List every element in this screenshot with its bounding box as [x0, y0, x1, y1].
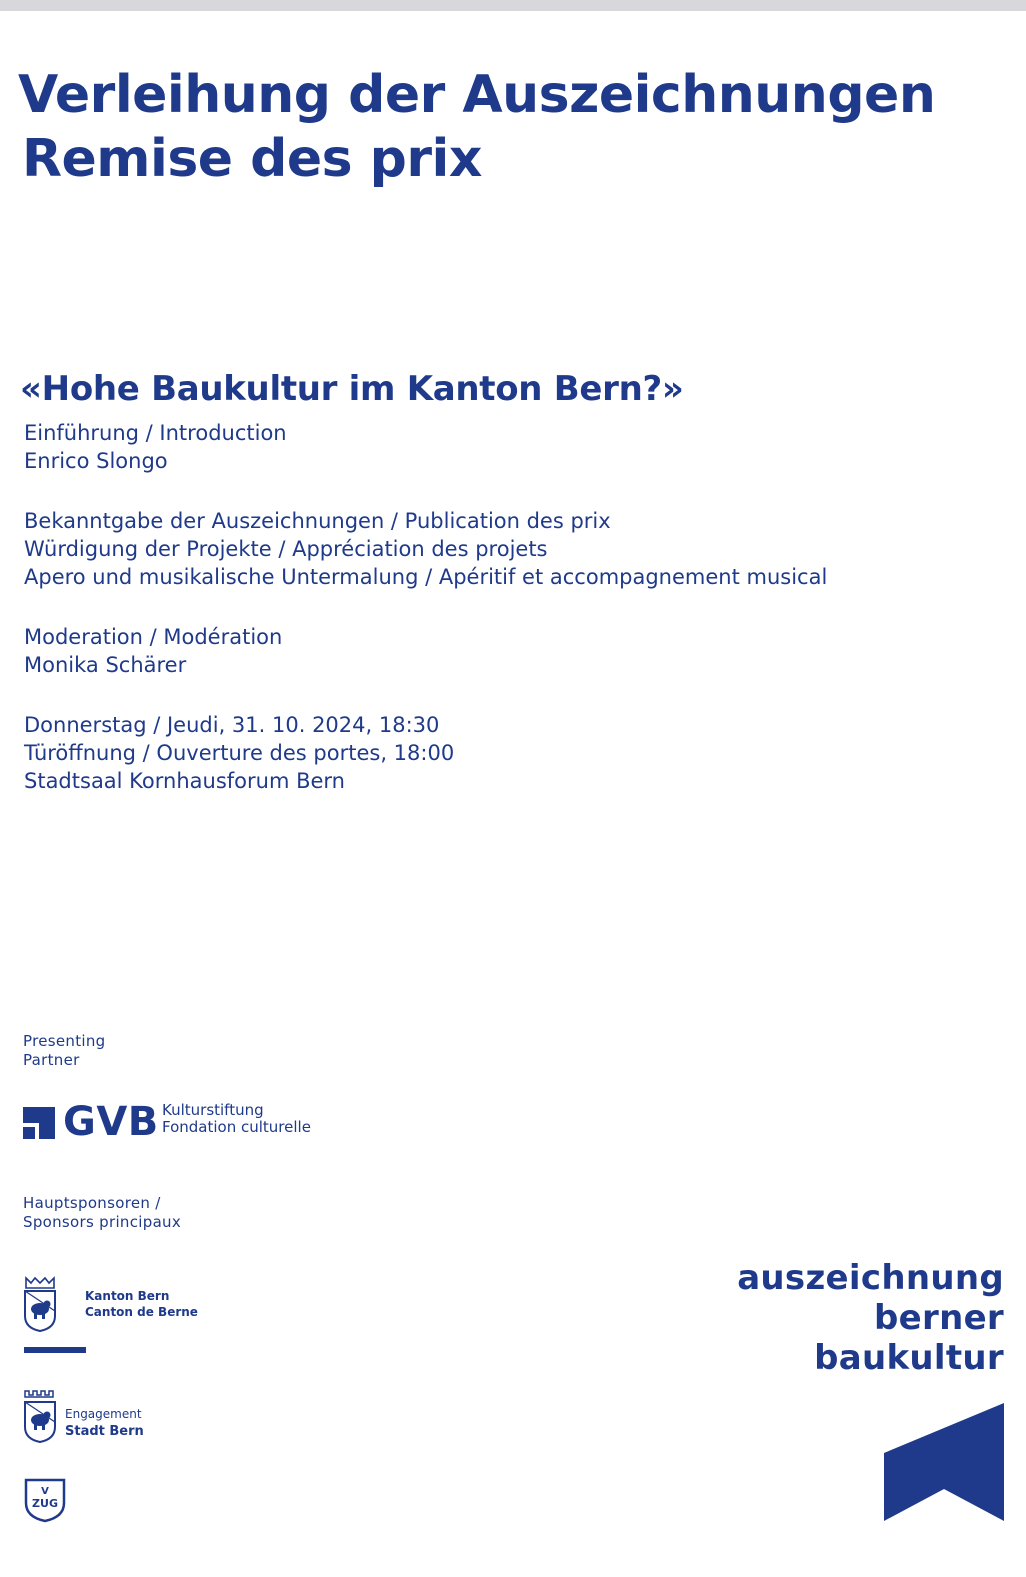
svg-text:ZUG: ZUG	[32, 1497, 58, 1510]
schedule-item: Würdigung der Projekte / Appréciation des projets	[24, 537, 548, 561]
stadt-bern-logo	[23, 1389, 223, 1449]
kanton-bern-crest-icon	[23, 1276, 57, 1332]
moderation-heading: Moderation / Modération	[24, 625, 283, 649]
top-edge-bar	[0, 0, 1026, 11]
intro-heading: Einführung / Introduction	[24, 421, 287, 445]
label-line: Sponsors principaux	[23, 1213, 182, 1231]
kanton-name-fr: Canton de Berne	[85, 1305, 198, 1319]
label-line: Presenting	[23, 1032, 106, 1050]
gvb-subline	[162, 1102, 311, 1136]
poster	[0, 11, 1026, 1566]
page-title	[18, 63, 935, 191]
stadt-bern-names	[65, 1405, 144, 1441]
brand-line-3: baukultur	[814, 1338, 1004, 1378]
stadt-bern-crest-icon	[23, 1389, 57, 1445]
kanton-bern-logo	[23, 1276, 223, 1336]
schedule-block	[24, 507, 827, 591]
kanton-bern-names	[85, 1288, 198, 1320]
schedule-item: Bekanntgabe der Auszeichnungen / Publication des prix	[24, 509, 611, 533]
svg-text:V: V	[41, 1486, 49, 1497]
main-sponsors-label	[23, 1194, 181, 1232]
moderator-name: Monika Schärer	[24, 653, 187, 677]
intro-block	[24, 419, 827, 475]
vzug-logo-icon	[23, 1477, 67, 1523]
title-line-french: Remise des prix	[22, 129, 482, 189]
schedule-item: Apero und musikalische Untermalung / Apéritif et accompagnement musical	[24, 565, 828, 589]
brand-line-2: berner	[874, 1298, 1004, 1338]
gvb-subline-2: Fondation culturelle	[162, 1118, 311, 1136]
label-line: Hauptsponsoren /	[23, 1194, 161, 1212]
brand-line-1: auszeichnung	[737, 1258, 1004, 1298]
event-subtitle: «Hohe Baukultur im Kanton Bern?»	[20, 369, 684, 409]
program-section	[24, 419, 827, 827]
label-line: Partner	[23, 1051, 80, 1069]
brand-wordmark	[737, 1258, 1004, 1378]
stadt-name: Stadt Bern	[65, 1424, 144, 1439]
gvb-logo	[23, 1099, 323, 1146]
title-line-german: Verleihung der Auszeichnungen	[18, 65, 936, 125]
event-venue: Stadtsaal Kornhausforum Bern	[24, 769, 345, 793]
gvb-wordmark: GVB	[63, 1099, 159, 1145]
gvb-square-icon	[23, 1107, 55, 1139]
event-date: Donnerstag / Jeudi, 31. 10. 2024, 18:30	[24, 713, 440, 737]
sponsor-divider	[24, 1347, 86, 1353]
moderation-block	[24, 623, 827, 679]
stadt-engagement: Engagement	[65, 1407, 142, 1421]
intro-speaker: Enrico Slongo	[24, 449, 168, 473]
gvb-subline-1: Kulturstiftung	[162, 1101, 264, 1119]
door-opening: Türöffnung / Ouverture des portes, 18:00	[24, 741, 455, 765]
presenting-partner-label	[23, 1032, 105, 1070]
brand-flag-icon	[884, 1403, 1006, 1523]
event-details-block	[24, 711, 827, 795]
kanton-name-de: Kanton Bern	[85, 1289, 170, 1303]
